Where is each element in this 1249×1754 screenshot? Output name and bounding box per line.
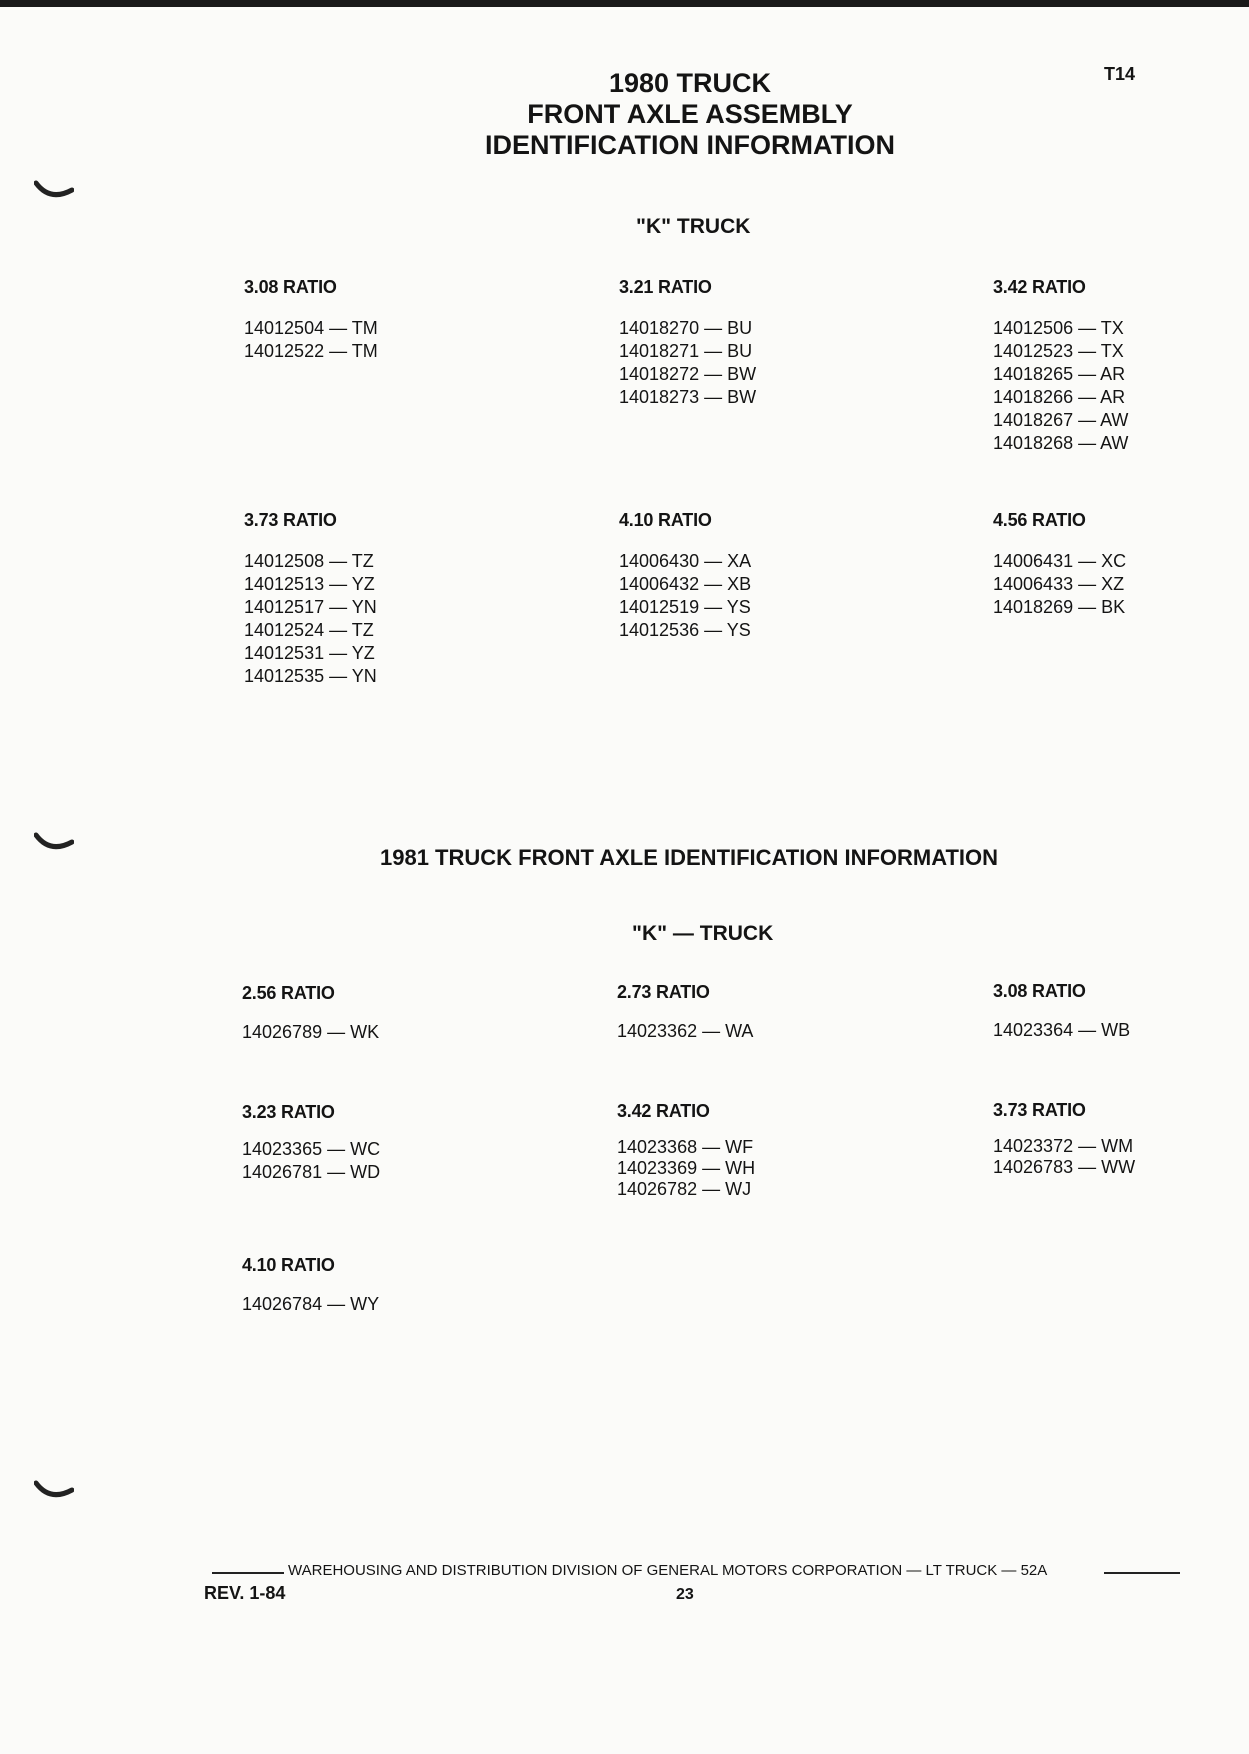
top-border <box>0 0 1249 7</box>
ratio-group <box>617 1101 755 1200</box>
ratio-heading: 4.10 RATIO <box>619 510 712 530</box>
part-row: 14026782 — WJ <box>617 1179 752 1199</box>
part-row: 14012522 — TM <box>244 341 378 361</box>
part-row: 14012519 — YS <box>619 597 751 617</box>
part-row: 14018267 — AW <box>993 410 1129 430</box>
page-number: 23 <box>676 1586 694 1603</box>
part-row: 14018270 — BU <box>619 318 753 338</box>
part-row: 14006430 — XA <box>619 551 752 571</box>
ratio-heading: 3.23 RATIO <box>242 1102 335 1122</box>
page-title <box>390 68 990 161</box>
ratio-group <box>993 981 1130 1042</box>
ratio-group <box>993 277 1128 455</box>
ratio-heading: 4.10 RATIO <box>242 1255 335 1275</box>
page-id: T14 <box>1104 64 1136 84</box>
part-row: 14018266 — AR <box>993 387 1126 407</box>
part-row: 14026784 — WY <box>242 1294 380 1314</box>
ratio-group <box>993 510 1126 619</box>
part-row: 14018273 — BW <box>619 387 757 407</box>
part-row: 14023365 — WC <box>242 1139 381 1159</box>
part-row: 14006432 — XB <box>619 574 752 594</box>
part-row: 14023369 — WH <box>617 1158 756 1178</box>
part-row: 14023372 — WM <box>993 1136 1134 1156</box>
part-row: 14012513 — YZ <box>244 574 375 594</box>
footer-text: WAREHOUSING AND DISTRIBUTION DIVISION OF GENERAL MOTORS CORPORATION — LT TRUCK — 52A <box>288 1562 1048 1579</box>
ratio-group <box>617 982 753 1043</box>
part-row: 14012508 — TZ <box>244 551 374 571</box>
part-row: 14006433 — XZ <box>993 574 1125 594</box>
punch-hole-icon <box>34 180 74 202</box>
subtitle-1980: "K" TRUCK <box>636 215 751 238</box>
ratio-group <box>619 277 756 409</box>
ratio-heading: 2.73 RATIO <box>617 982 710 1002</box>
ratio-group <box>242 983 379 1044</box>
ratio-group <box>244 510 377 688</box>
footer-rule-right <box>1104 1572 1180 1574</box>
part-row: 14026783 — WW <box>993 1157 1136 1177</box>
ratio-heading: 3.42 RATIO <box>617 1101 710 1121</box>
part-row: 14023368 — WF <box>617 1137 754 1157</box>
part-row: 14023362 — WA <box>617 1021 754 1041</box>
ratio-heading: 3.08 RATIO <box>993 981 1086 1001</box>
part-row: 14012523 — TX <box>993 341 1124 361</box>
part-row: 14018265 — AR <box>993 364 1126 384</box>
part-row: 14012536 — YS <box>619 620 751 640</box>
section-1981-title: 1981 TRUCK FRONT AXLE IDENTIFICATION INFORMATION <box>380 845 999 870</box>
ratio-heading: 4.56 RATIO <box>993 510 1086 530</box>
part-row: 14018268 — AW <box>993 433 1129 453</box>
title-line-2: FRONT AXLE ASSEMBLY <box>527 99 853 129</box>
punch-hole-icon <box>34 832 74 854</box>
part-row: 14026789 — WK <box>242 1022 380 1042</box>
subtitle-1981: "K" — TRUCK <box>632 922 774 945</box>
part-row: 14012535 — YN <box>244 666 377 686</box>
ratio-heading: 3.08 RATIO <box>244 277 337 297</box>
ratio-heading: 2.56 RATIO <box>242 983 335 1003</box>
part-row: 14012504 — TM <box>244 318 378 338</box>
part-row: 14006431 — XC <box>993 551 1127 571</box>
title-line-1: 1980 TRUCK <box>608 68 772 98</box>
ratio-group <box>619 510 751 642</box>
part-row: 14018272 — BW <box>619 364 757 384</box>
part-row: 14012506 — TX <box>993 318 1124 338</box>
ratio-group <box>242 1255 379 1316</box>
ratio-heading: 3.21 RATIO <box>619 277 712 297</box>
part-row: 14012524 — TZ <box>244 620 374 640</box>
revision-label: REV. 1-84 <box>204 1583 286 1603</box>
ratio-group <box>993 1100 1135 1178</box>
part-row: 14018269 — BK <box>993 597 1126 617</box>
title-line-3: IDENTIFICATION INFORMATION <box>485 130 895 160</box>
part-row: 14012531 — YZ <box>244 643 375 663</box>
part-row: 14018271 — BU <box>619 341 753 361</box>
part-row: 14012517 — YN <box>244 597 377 617</box>
part-row: 14026781 — WD <box>242 1162 381 1182</box>
punch-hole-icon <box>34 1480 74 1502</box>
ratio-group <box>244 277 378 363</box>
ratio-heading: 3.42 RATIO <box>993 277 1086 297</box>
footer-rule-left <box>212 1572 284 1574</box>
part-row: 14023364 — WB <box>993 1020 1131 1040</box>
ratio-heading: 3.73 RATIO <box>244 510 337 530</box>
ratio-group <box>242 1102 380 1184</box>
ratio-heading: 3.73 RATIO <box>993 1100 1086 1120</box>
